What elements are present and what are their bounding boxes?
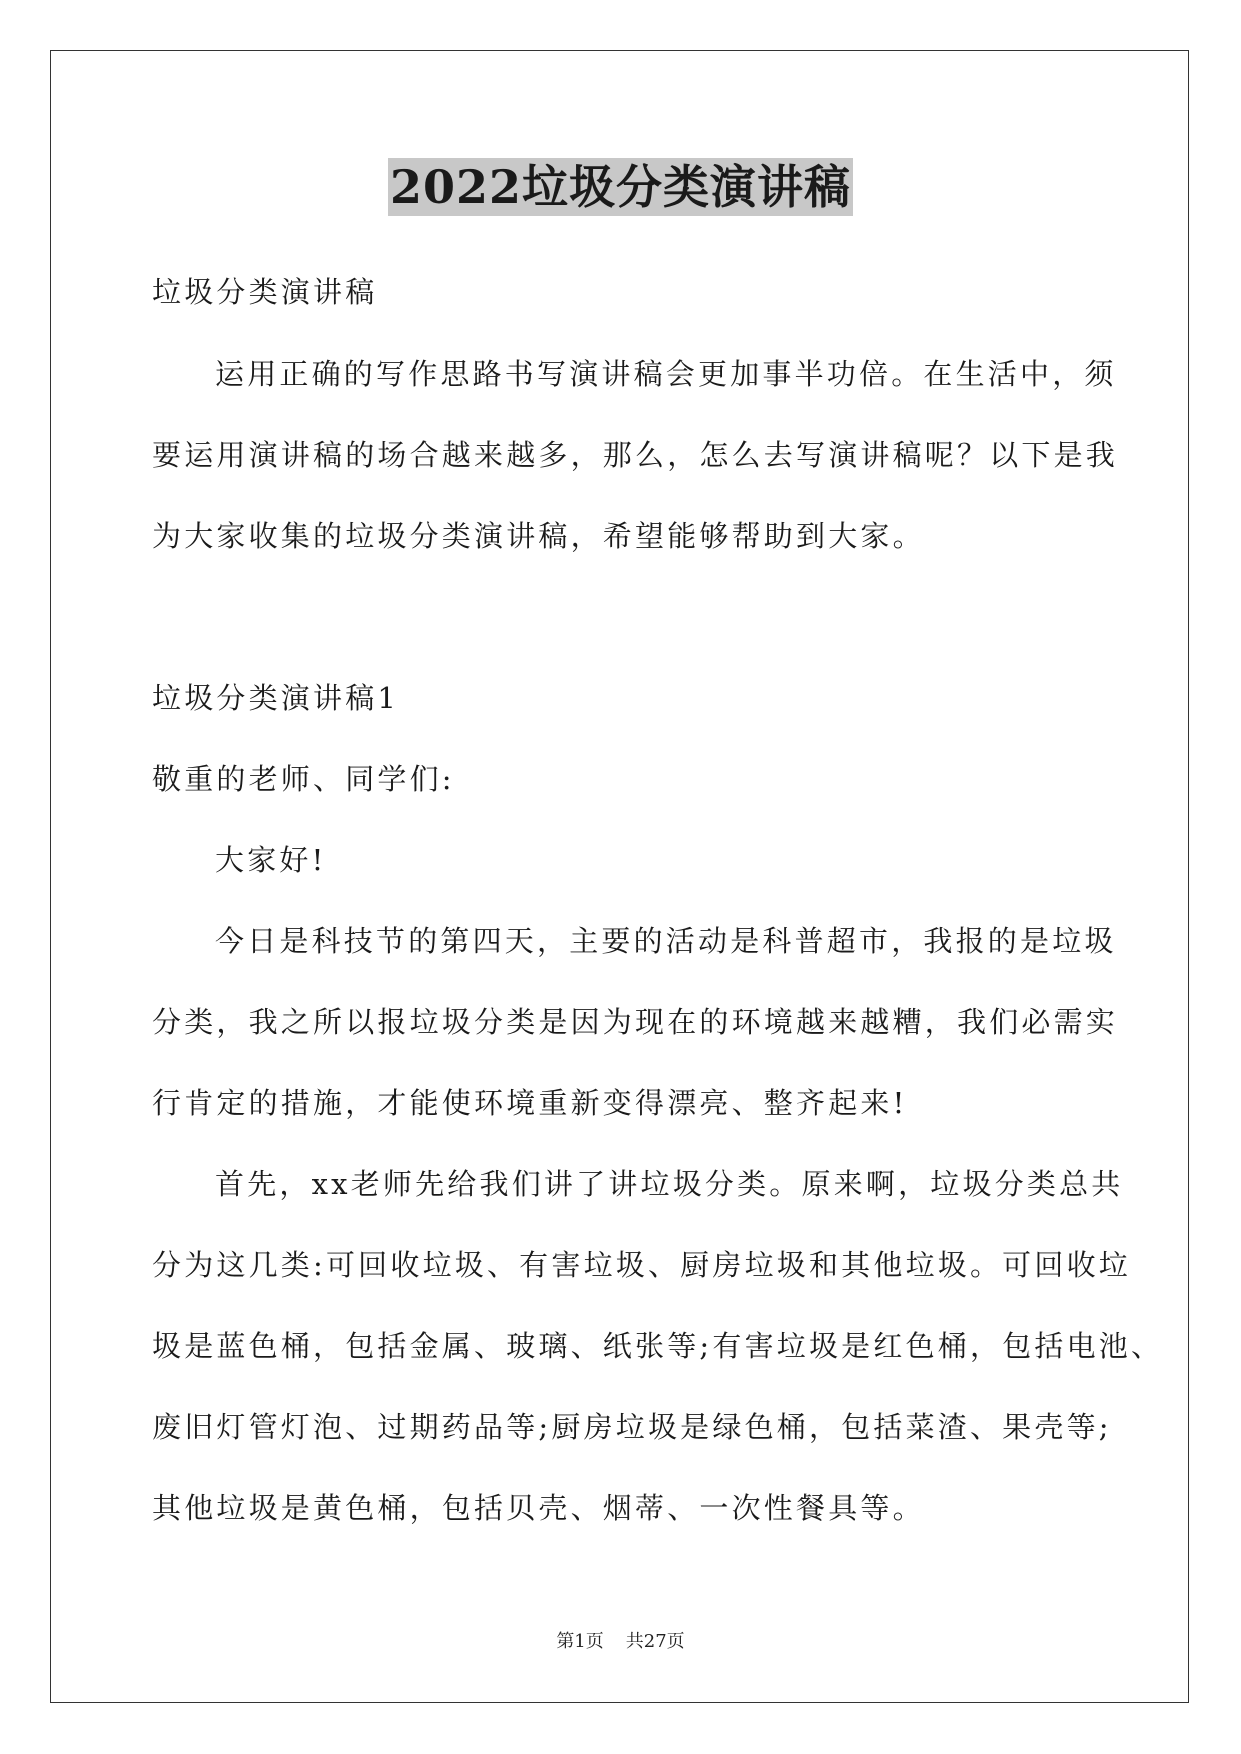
paragraph-1-line-1: 今日是科技节的第四天，主要的活动是科普超市，我报的是垃圾 — [215, 924, 1117, 958]
document-title: 2022垃圾分类演讲稿 — [389, 160, 852, 214]
paragraph-2-line-1: 首先，xx老师先给我们讲了讲垃圾分类。原来啊，垃圾分类总共 — [215, 1167, 1124, 1201]
paragraph-2-line-5: 其他垃圾是黄色桶，包括贝壳、烟蒂、一次性餐具等。 — [152, 1491, 925, 1525]
section-heading: 垃圾分类演讲稿1 — [152, 681, 400, 715]
paragraph-2-line-4: 废旧灯管灯泡、过期药品等;厨房垃圾是绿色桶，包括菜渣、果壳等; — [152, 1410, 1112, 1444]
title-container — [0, 158, 1241, 216]
paragraph-1-line-2: 分类，我之所以报垃圾分类是因为现在的环境越来越糟，我们必需实 — [152, 1005, 1119, 1039]
intro-line-3: 为大家收集的垃圾分类演讲稿，希望能够帮助到大家。 — [152, 519, 925, 553]
paragraph-1-line-3: 行肯定的措施，才能使环境重新变得漂亮、整齐起来! — [152, 1086, 908, 1120]
subtitle-line: 垃圾分类演讲稿 — [152, 275, 378, 309]
paragraph-2-line-3: 圾是蓝色桶，包括金属、玻璃、纸张等;有害垃圾是红色桶，包括电池、 — [152, 1329, 1164, 1363]
intro-line-1: 运用正确的写作思路书写演讲稿会更加事半功倍。在生活中，须 — [215, 357, 1117, 391]
intro-line-2: 要运用演讲稿的场合越来越多，那么，怎么去写演讲稿呢？以下是我 — [152, 438, 1119, 472]
paragraph-2-line-2: 分为这几类:可回收垃圾、有害垃圾、厨房垃圾和其他垃圾。可回收垃 — [152, 1248, 1131, 1282]
page-footer — [0, 1630, 1241, 1654]
salutation: 敬重的老师、同学们: — [152, 762, 455, 796]
greeting: 大家好! — [215, 843, 327, 877]
page-number: 第1页 — [556, 1631, 604, 1652]
page-total: 共27页 — [625, 1631, 685, 1652]
